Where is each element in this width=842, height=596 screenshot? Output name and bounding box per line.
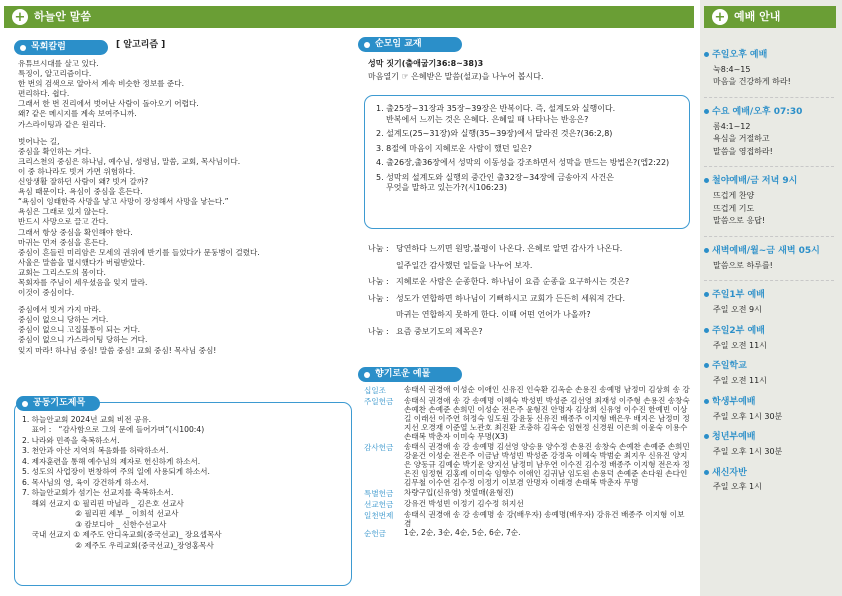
answer-line: 성도가 연합하면 하나님이 기뻐하시고 교회가 든든히 세워져 간다. bbox=[396, 293, 625, 303]
service-line: 말씀으로 하루를! bbox=[713, 260, 773, 270]
prayer-line: 4. 제자훈련을 통해 예수님의 제자로 헌신하게 하소서. bbox=[22, 456, 201, 466]
column-body bbox=[18, 59, 348, 356]
bullet-icon bbox=[22, 401, 28, 407]
question-line: 5. 성막의 설계도와 실행의 중간인 출32장~34장에 금송아지 사건은 bbox=[376, 172, 614, 182]
service-divider bbox=[704, 166, 834, 167]
service-line: 주일 오후 1시 bbox=[713, 482, 762, 492]
offering-list bbox=[364, 386, 690, 541]
prayer-line: 5. 성도의 사업장이 번창하여 주의 일에 사용되게 하소서. bbox=[22, 467, 210, 477]
offering-names: 강유건 박성빈 이정기 김수정 허지선 bbox=[404, 498, 524, 508]
column-line: 중심에서 빗겨 가지 마라. bbox=[18, 305, 102, 315]
bullet-icon bbox=[704, 399, 709, 404]
column-line: 신앙생활 잘하던 사람이 왜? 빗겨 갈까? bbox=[18, 177, 149, 187]
service-name bbox=[704, 176, 840, 188]
service-line: 눅8:4~15 bbox=[713, 64, 751, 74]
bullet-icon bbox=[20, 45, 26, 51]
offering-row bbox=[364, 489, 690, 499]
answer-list bbox=[368, 244, 690, 343]
bullet-icon bbox=[704, 363, 709, 368]
service-list bbox=[704, 50, 840, 495]
service-name-text: 학생부예배 bbox=[712, 396, 756, 407]
column-line: 한 번의 검색으로 알아서 계속 비슷한 정보를 준다. bbox=[18, 79, 185, 89]
column-line: 욕심 때문이다. 욕심이 중심을 흔든다. bbox=[18, 187, 143, 197]
plus-icon: + bbox=[712, 9, 728, 25]
column-line: 마귀는 먼저 중심을 흔든다. bbox=[18, 237, 109, 247]
answer-key: 나눔 : bbox=[368, 277, 389, 287]
offering-row bbox=[364, 511, 690, 529]
service-name-text: 주일2부 예배 bbox=[712, 325, 765, 336]
answer-item bbox=[368, 327, 690, 338]
answer-item bbox=[368, 277, 690, 288]
column-line: 욕심은 그래로 있지 않는다. bbox=[18, 207, 109, 217]
service-line: 주일 오전 11시 bbox=[713, 376, 767, 386]
answer-key: 나눔 : bbox=[368, 293, 389, 303]
answer-value bbox=[396, 327, 483, 338]
prayer-line: ② 필리핀 세부 _ 이희석 선교사 bbox=[22, 509, 179, 519]
question-item bbox=[376, 144, 686, 155]
cell-title: 성막 짓기(출애굽기36:8~38)3 bbox=[368, 59, 484, 68]
service-line: 주일 오전 11시 bbox=[713, 340, 767, 350]
service-line: 주일 오후 1시 30분 bbox=[713, 446, 783, 456]
question-line: 2. 설계도(25~31장)와 실행(35~39장)에서 달라진 것은?(36:2,8) bbox=[376, 129, 613, 139]
question-line: 1. 출25장~31장과 35장~39장은 반복이다. 즉, 설계도와 실행이다. bbox=[376, 104, 616, 113]
column-line: 중심이 없으니 당하는 거다. bbox=[18, 315, 109, 325]
answer-key: 나눔 : bbox=[368, 326, 389, 336]
column-line: 그래서 항상 중심을 확인해야 한다. bbox=[18, 227, 133, 237]
answer-item bbox=[368, 244, 690, 271]
offering-names: 송태식 권경애 송 강 송예명 김선영 양승용 양수정 손용진 송창숙 손예찬 손예준 손희민 강윤건 이성순 전은주 이금남 박성빈 박성준 강정옥 이혜숙 박범순 최지우 신유진 양지은 양동규 김예순 박기운 양지선 남정미 남우연 이수진 김수정 배종주 이지형 전은자 정은진 임정현 김홍례 이미숙 임향수 이애인 김귀남 임도원 손용덕 손예준 손다원 손다인 김무철 이수연 김수정 이정기 이보겸 안명자 이래경 손태복 박춘자 무명 bbox=[404, 441, 690, 487]
service-name-text: 주일학교 bbox=[712, 361, 747, 372]
offering-category: 감사헌금 bbox=[364, 442, 394, 452]
bullet-icon bbox=[704, 434, 709, 439]
service-item bbox=[704, 290, 840, 315]
column-line: 특징이, 알고리즘이다. bbox=[18, 69, 92, 79]
offering-names: 1순, 2순, 3순, 4순, 5순, 6순, 7순. bbox=[404, 528, 521, 538]
service-item bbox=[704, 107, 840, 158]
prayer-line: 7. 하늘안교회가 섬기는 선교지를 축복하소서. bbox=[22, 488, 174, 498]
question-line: 무엇을 말하고 있는가?(시106:23) bbox=[386, 183, 507, 193]
service-name-text: 철야예배/금 저녁 9시 bbox=[712, 176, 798, 187]
bullet-icon bbox=[704, 109, 709, 114]
offering-category: 십일조 bbox=[364, 386, 387, 395]
service-name-text: 새신자반 bbox=[712, 467, 747, 478]
service-item bbox=[704, 468, 840, 493]
column-line: 중심이 흔들린 미리암은 모세의 권위에 반기를 들었다가 문둥병이 걸렸다. bbox=[18, 247, 260, 257]
prayer-line: 1. 하늘안교회 2024년 교회 비전 공유. bbox=[22, 415, 152, 424]
service-name bbox=[704, 246, 840, 258]
service-divider bbox=[704, 97, 834, 98]
service-line: 주일 오후 1시 30분 bbox=[713, 411, 783, 421]
bullet-icon bbox=[364, 42, 370, 48]
question-line: 4. 출26장,출36장에서 성막의 이동성을 강조하면서 성막을 만드는 방법은?(엡2:22) bbox=[376, 158, 670, 168]
service-line: 주일 오전 9시 bbox=[713, 305, 762, 315]
column-line: 반드시 사망으로 끌고 간다. bbox=[18, 217, 109, 227]
answer-line: 요즘 중보기도의 제목은? bbox=[396, 326, 483, 336]
prayer-line: ③ 캄보디아 _ 신한수선교사 bbox=[22, 519, 167, 529]
offering-category: 특별헌금 bbox=[364, 488, 394, 498]
main-header bbox=[4, 6, 694, 28]
service-name-text: 주일오후 예배 bbox=[712, 50, 768, 60]
prayer-line: 6. 목사님의 영, 육이 강건하게 하소서. bbox=[22, 477, 149, 487]
service-divider bbox=[704, 236, 834, 237]
answer-line: 지혜로운 사람은 순종한다. 하나님이 요즘 순종을 요구하시는 것은? bbox=[396, 277, 630, 287]
service-line: 욕심을 거절하고 bbox=[713, 134, 770, 144]
service-name bbox=[704, 107, 840, 119]
column-line: 중심을 확인하는 거다. bbox=[18, 146, 92, 156]
service-divider bbox=[704, 280, 834, 281]
service-name bbox=[704, 468, 840, 480]
question-item bbox=[376, 104, 686, 125]
question-item bbox=[376, 173, 686, 194]
question-line: 반복에서 느끼는 것은 은혜다. 은혜일 때 나타나는 반응은? bbox=[386, 114, 589, 124]
offering-names: 송태식 권경애 이성순 이애인 신유진 인숙환 김옥순 손용진 송예명 남정미 김상희 송 강 bbox=[404, 385, 690, 394]
column-line: 중심이 없으니 고집불통이 되는 거다. bbox=[18, 325, 141, 335]
service-item bbox=[704, 326, 840, 351]
answer-key: 나눔 : bbox=[368, 244, 389, 253]
offering-row bbox=[364, 529, 690, 539]
offering-category: 선교헌금 bbox=[364, 499, 394, 509]
answer-value bbox=[396, 277, 629, 288]
column-line: 목회자를 주님이 세우셨음을 잊지 말라. bbox=[18, 277, 148, 287]
prayer-line: 2. 나라와 민족을 축복하소서. bbox=[22, 435, 120, 445]
column-line: 왜? 같은 메시지를 계속 보여주니까. bbox=[18, 109, 137, 119]
offering-names: 송태식 권경애 송 강 송예명 이혜숙 박성빈 박성준 김선영 최재성 이주형 손용진 송창숙 손예찬 손예준 손희민 이성순 전은주 윤형진 안명자 김상희 신유영 이수진 한예빈 이상길 이래선 이주연 허정숙 임도원 강윤둥 신유진 배종주 이지형 배은우 배지은 남정미 정지선 오경재 이준열 노관호 최진환 조충하 김옥순 임현정 신경원 이은희 이윤숙 이용수 손태복 박춘자 이미숙 무명(X3) bbox=[404, 396, 690, 441]
bullet-icon bbox=[704, 178, 709, 183]
service-name bbox=[704, 397, 840, 409]
offering-row bbox=[364, 386, 690, 396]
service-line: 뜨겁게 기도 bbox=[713, 203, 755, 213]
service-item bbox=[704, 361, 840, 386]
question-item bbox=[376, 129, 686, 140]
service-name-text: 새벽예배/월~금 새벽 05시 bbox=[712, 246, 820, 256]
service-sidebar bbox=[700, 0, 842, 596]
prayer-line: ② 제주도 우리교회(중국선교)_장영홍목사 bbox=[22, 540, 214, 550]
offering-row bbox=[364, 500, 690, 510]
column-line: 편리하다. 쉽다. bbox=[18, 89, 70, 99]
service-name-text: 청년부예배 bbox=[712, 432, 756, 443]
prayer-label: 공동기도제목 bbox=[16, 396, 100, 411]
plus-icon: + bbox=[12, 9, 28, 25]
service-name bbox=[704, 326, 840, 338]
column-line: 잊지 마라! 하나님 중심! 말씀 중심! 교회 중심! 목사님 중심! bbox=[18, 345, 217, 355]
column-line: 벗어나는 길, bbox=[18, 136, 60, 146]
question-line: 3. 8절에 마음이 지혜로운 사람이 했던 일은? bbox=[376, 143, 532, 153]
answer-value bbox=[396, 294, 625, 321]
prayer-line: 국내 선교지 ① 제주도 안디옥교회(중국선교)_ 장요셉목사 bbox=[22, 530, 222, 540]
question-list bbox=[376, 104, 686, 198]
answer-line: 마귀는 연합하지 못하게 한다. 이때 어떤 언어가 나올까? bbox=[396, 310, 591, 320]
column-line: “욕심이 잉태한즉 사망을 낳고 사망이 장성해서 사망을 낳는다.” bbox=[18, 197, 229, 207]
service-line: 말씀을 영접하라! bbox=[713, 146, 773, 156]
service-item bbox=[704, 397, 840, 422]
service-name-text: 수요 예배/오후 07:30 bbox=[712, 106, 803, 117]
service-name bbox=[704, 50, 840, 62]
service-item bbox=[704, 432, 840, 457]
bullet-icon bbox=[704, 328, 709, 333]
column-label: 목회칼럼 bbox=[14, 40, 108, 55]
column-line: 교회는 그리스도의 몸이다. bbox=[18, 267, 106, 277]
bullet-icon bbox=[364, 372, 370, 378]
service-name bbox=[704, 361, 840, 373]
service-item bbox=[704, 50, 840, 88]
prayer-body bbox=[22, 415, 348, 551]
answer-value bbox=[396, 244, 622, 271]
question-item bbox=[376, 158, 686, 169]
paragraph-gap bbox=[18, 130, 348, 137]
offering-names: 차량구입(신유영) 첫열매(윤형진) bbox=[404, 487, 514, 497]
service-name bbox=[704, 290, 840, 302]
offering-names: 송태식 권경애 송 강 송예명 송 강(배우자) 송예명(배우자) 강유건 배종주 이지형 이보겸 bbox=[404, 509, 685, 528]
answer-item bbox=[368, 294, 690, 321]
prayer-line: 3. 천안과 아산 지역의 복음화를 허락하소서. bbox=[22, 446, 169, 456]
cell-intro: 마음열기 ☞ 은혜받은 말씀(설교)을 나누어 봅시다. bbox=[368, 72, 544, 81]
bullet-icon bbox=[704, 292, 709, 297]
column-line: 이것이 중심이다. bbox=[18, 288, 75, 298]
column-line: 크리스천의 중심은 하나님, 예수님, 성령님, 말씀, 교회, 목사님이다. bbox=[18, 156, 241, 166]
column-line: 이 중 하나라도 빗겨 가면 위험하다. bbox=[18, 166, 136, 176]
column-line: 가스라이팅과 같은 원리다. bbox=[18, 119, 106, 129]
bullet-icon bbox=[704, 470, 709, 475]
offering-label: 향기로운 예물 bbox=[358, 367, 462, 382]
column-line: 중심이 없으니 가스라이팅 당하는 거다. bbox=[18, 335, 148, 345]
service-line: 뜨겁게 찬양 bbox=[713, 191, 755, 201]
offering-row bbox=[364, 443, 690, 488]
column-line: 그래서 한 번 진리에서 벗어난 사람이 돌아오기 어렵다. bbox=[18, 99, 199, 109]
column-subtitle: [ 알고리즘 ] bbox=[116, 40, 166, 50]
service-line: 말씀으로 응답! bbox=[713, 216, 766, 226]
offering-category: 주일헌금 bbox=[364, 397, 394, 407]
offering-row bbox=[364, 397, 690, 442]
main-header-title: 하늘안 말씀 bbox=[34, 9, 91, 23]
service-item bbox=[704, 246, 840, 271]
service-line: 롬4:1~12 bbox=[713, 121, 751, 131]
bullet-icon bbox=[704, 52, 709, 57]
offering-category: 순헌금 bbox=[364, 529, 387, 539]
answer-line: 당연하다 느끼면 원망,불평이 나온다. 은혜로 알면 감사가 나온다. bbox=[396, 244, 623, 253]
column-line: 유튜브시대를 살고 있다. bbox=[18, 59, 99, 68]
service-item bbox=[704, 176, 840, 227]
prayer-line: 해외 선교지 ① 필리핀 마닐라 _ 김은호 선교사 bbox=[22, 498, 184, 508]
offering-category: 일천번제 bbox=[364, 510, 394, 520]
cell-label: 순모임 교재 bbox=[358, 37, 462, 52]
column-line: 사울은 말씀을 멸시했다가 버림받았다. bbox=[18, 257, 146, 267]
service-line: 마음을 건강하게 하라! bbox=[713, 77, 791, 87]
service-name-text: 주일1부 예배 bbox=[712, 290, 765, 301]
service-name bbox=[704, 432, 840, 444]
answer-line: 일주일간 감사했던 일들을 나누어 보자. bbox=[396, 260, 533, 270]
bullet-icon bbox=[704, 248, 709, 253]
prayer-line: 표어 : “감사함으로 그의 문에 들어가며”(시100:4) bbox=[22, 425, 205, 435]
service-header: + 예배 안내 bbox=[704, 6, 836, 28]
